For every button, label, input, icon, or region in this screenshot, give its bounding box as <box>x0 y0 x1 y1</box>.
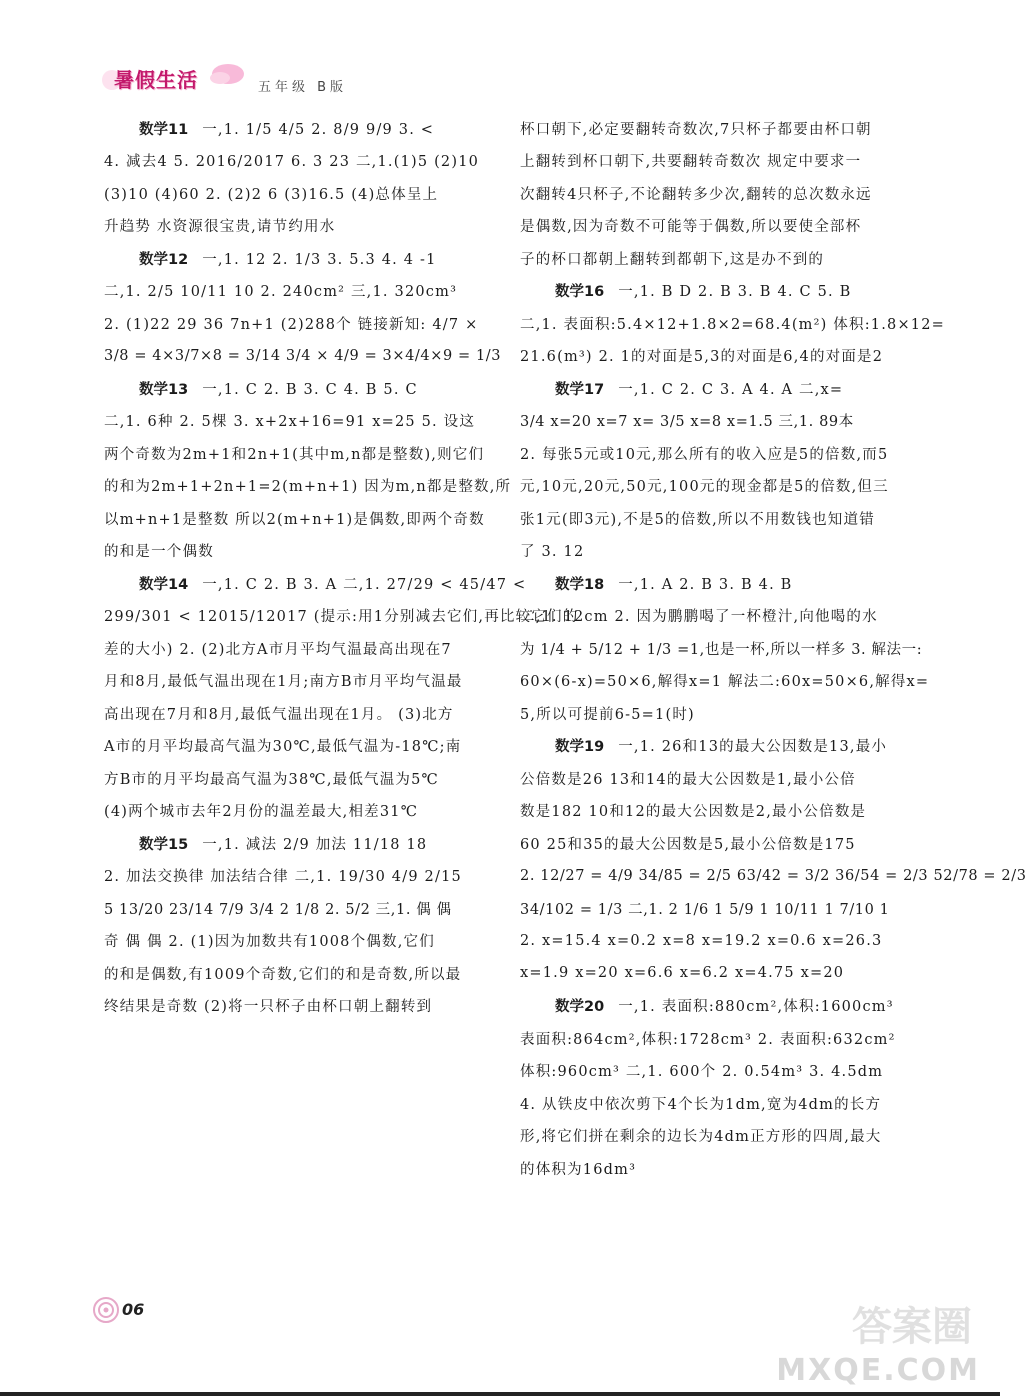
answer-line: 终结果是奇数 (2)将一只杯子由杯口朝上翻转到 <box>104 999 433 1016</box>
right-column <box>520 112 1027 1185</box>
section-heading-12 <box>104 242 484 275</box>
section-title: 数学19 <box>555 739 605 756</box>
page-footer <box>92 1296 145 1328</box>
answer-line: 3/4 x=20 x=7 x= 3/5 x=8 x=1.5 三,1. 89本 <box>520 414 854 431</box>
section-heading-11 <box>104 112 484 145</box>
answer-line: 的和为2m+1+2n+1=2(m+n+1) 因为m,n都是整数,所 <box>104 479 512 496</box>
answer-line: 二,1. 表面积:5.4×12+1.8×2=68.4(m²) 体积:1.8×12= <box>520 316 945 333</box>
answer-text: 一,1. C 2. C 3. A 4. A 二,x= <box>618 381 844 398</box>
section-heading-19 <box>520 730 900 763</box>
answer-line: 以m+n+1是整数 所以2(m+n+1)是偶数,即两个奇数 <box>104 511 485 528</box>
answer-line: 的和是偶数,有1009个奇数,它们的和是奇数,所以最 <box>104 966 462 983</box>
answer-line: x=1.9 x=20 x=6.6 x=6.2 x=4.75 x=20 <box>520 965 845 982</box>
section-title: 数学15 <box>139 836 189 853</box>
answer-text: 一,1. 12 2. 1/3 3. 5.3 4. 4 -1 <box>202 251 437 268</box>
page-header <box>100 58 500 98</box>
section-heading-20 <box>520 990 900 1023</box>
answer-text: 一,1. A 2. B 3. B 4. B <box>618 576 793 593</box>
answer-line: 高出现在7月和8月,最低气温出现在1月。 (3)北方 <box>104 706 454 723</box>
watermark-cn: 答案圈 <box>852 1304 972 1350</box>
answer-line: 二,1. 2/5 10/11 10 2. 240cm² 三,1. 320cm³ <box>104 284 458 301</box>
answer-line: 2. x=15.4 x=0.2 x=8 x=19.2 x=0.6 x=26.3 <box>520 932 883 949</box>
answer-line: 为 1/4 + 5/12 + 1/3 =1,也是一杯,所以一样多 3. 解法一: <box>520 641 923 658</box>
section-title: 数学18 <box>555 576 605 593</box>
answer-line: 2. (1)22 29 36 7n+1 (2)288个 链接新知: 4/7 × <box>104 316 479 333</box>
answer-line: 升趋势 水资源很宝贵,请节约用水 <box>104 219 336 236</box>
answer-line: 的体积为16dm³ <box>520 1161 637 1178</box>
answer-line: 差的大小) 2. (2)北方A市月平均气温最高出现在7 <box>104 641 452 658</box>
section-title: 数学13 <box>139 381 189 398</box>
answer-line: 4. 从铁皮中依次剪下4个长为1dm,宽为4dm的长方 <box>520 1096 882 1113</box>
page-number: 06 <box>122 1300 145 1319</box>
answer-line: 两个奇数为2m+1和2n+1(其中m,n都是整数),则它们 <box>104 446 485 463</box>
answer-line: 21.6(m³) 2. 1的对面是5,3的对面是6,4的对面是2 <box>520 349 884 366</box>
answer-text: 一,1. C 2. B 3. C 4. B 5. C <box>202 381 418 398</box>
answer-line: 了 3. 12 <box>520 544 585 561</box>
section-title: 数学12 <box>139 251 189 268</box>
watermark <box>776 1304 980 1388</box>
answer-line: 张1元(即3元),不是5的倍数,所以不用数钱也知道错 <box>520 511 875 528</box>
answer-text: 一,1. 表面积:880cm²,体积:1600cm³ <box>618 999 894 1016</box>
answer-line: 60 25和35的最大公因数是5,最小公倍数是175 <box>520 836 856 853</box>
answer-text: 一,1. 26和13的最大公因数是13,最小 <box>618 739 888 756</box>
section-title: 数学17 <box>555 381 605 398</box>
answer-line: 数是182 10和12的最大公因数是2,最小公倍数是 <box>520 804 867 821</box>
bottom-rule <box>0 1392 1000 1396</box>
answer-line: 月和8月,最低气温出现在1月;南方B市月平均气温最 <box>104 674 463 691</box>
section-heading-13 <box>104 372 484 405</box>
answer-line: 表面积:864cm²,体积:1728cm³ 2. 表面积:632cm² <box>520 1031 896 1048</box>
section-heading-14 <box>104 567 527 600</box>
answer-line: 杯口朝下,必定要翻转奇数次,7只杯子都要由杯口朝 <box>520 121 872 138</box>
logo <box>100 58 250 98</box>
section-heading-17 <box>520 372 900 405</box>
section-heading-15 <box>104 827 484 860</box>
answer-line: 奇 偶 偶 2. (1)因为加数共有1008个偶数,它们 <box>104 934 435 951</box>
answer-line: 3/8 = 4×3/7×8 = 3/14 3/4 × 4/9 = 3×4/4×9 = 1/3 <box>104 347 502 364</box>
watermark-url: MXQE.COM <box>776 1353 980 1388</box>
answer-text: 一,1. 减法 2/9 加法 11/18 18 <box>202 836 428 853</box>
answer-line: 2. 加法交换律 加法结合律 二,1. 19/30 4/9 2/15 <box>104 869 462 886</box>
answer-line: 体积:960cm³ 二,1. 600个 2. 0.54m³ 3. 4.5dm <box>520 1064 884 1081</box>
answer-line: 34/102 = 1/3 二,1. 2 1/6 1 5/9 1 10/11 1 7/10 1 <box>520 901 890 918</box>
answer-line: 的和是一个偶数 <box>104 544 214 561</box>
answer-text: 一,1. B D 2. B 3. B 4. C 5. B <box>618 284 852 301</box>
section-title: 数学16 <box>555 284 605 301</box>
answer-line: 元,10元,20元,50元,100元的现金都是5的倍数,但三 <box>520 479 889 496</box>
answer-line: 299/301 < 12015/12017 (提示:用1分别减去它们,再比较它们的 <box>104 609 579 626</box>
answer-line: 次翻转4只杯子,不论翻转多少次,翻转的总次数永远 <box>520 186 872 203</box>
answer-line: 5,所以可提前6-5=1(时) <box>520 706 695 723</box>
answer-line: 方B市的月平均最高气温为38℃,最低气温为5℃ <box>104 771 439 788</box>
answer-line: 形,将它们拼在剩余的边长为4dm正方形的四周,最大 <box>520 1129 882 1146</box>
answer-line: 二,1. 12cm 2. 因为鹏鹏喝了一杯橙汁,向他喝的水 <box>520 609 878 626</box>
answer-line: 60×(6-x)=50×6,解得x=1 解法二:60x=50×6,解得x= <box>520 674 930 691</box>
answer-text: 一,1. C 2. B 3. A 二,1. 27/29 < 45/47 < <box>202 576 527 593</box>
section-title: 数学20 <box>555 999 605 1016</box>
answer-line: (3)10 (4)60 2. (2)2 6 (3)16.5 (4)总体呈上 <box>104 186 439 203</box>
answer-line: 2. 12/27 = 4/9 34/85 = 2/5 63/42 = 3/2 36/54 = 2/3 52/78 = 2/3 <box>520 867 1027 884</box>
answer-line: 5 13/20 23/14 7/9 3/4 2 1/8 2. 5/2 三,1. 偶 偶 <box>104 901 452 918</box>
section-title: 数学11 <box>139 121 189 138</box>
logo-text: 暑假生活 <box>114 68 198 92</box>
answer-line: 公倍数是26 13和14的最大公因数是1,最小公倍 <box>520 771 856 788</box>
section-heading-16 <box>520 275 900 308</box>
answer-line: A市的月平均最高气温为30℃,最低气温为-18℃;南 <box>104 739 462 756</box>
grade-label: 五年级 B版 <box>258 80 348 95</box>
answer-line: 是偶数,因为奇数不可能等于偶数,所以要使全部杯 <box>520 219 862 236</box>
spiral-icon <box>92 1296 120 1324</box>
section-heading-18 <box>520 567 900 600</box>
answer-line: 子的杯口都朝上翻转到都朝下,这是办不到的 <box>520 251 825 268</box>
answer-line: 4. 减去4 5. 2016/2017 6. 3 23 二,1.(1)5 (2)10 <box>104 154 480 171</box>
answer-line: 2. 每张5元或10元,那么所有的收入应是5的倍数,而5 <box>520 446 889 463</box>
answer-text: 一,1. 1/5 4/5 2. 8/9 9/9 3. < <box>202 121 435 138</box>
answer-line: (4)两个城市去年2月份的温差最大,相差31℃ <box>104 804 419 821</box>
answer-line: 二,1. 6种 2. 5棵 3. x+2x+16=91 x=25 5. 设这 <box>104 414 476 431</box>
section-title: 数学14 <box>139 576 189 593</box>
answer-line: 上翻转到杯口朝下,共要翻转奇数次 规定中要求一 <box>520 154 862 171</box>
